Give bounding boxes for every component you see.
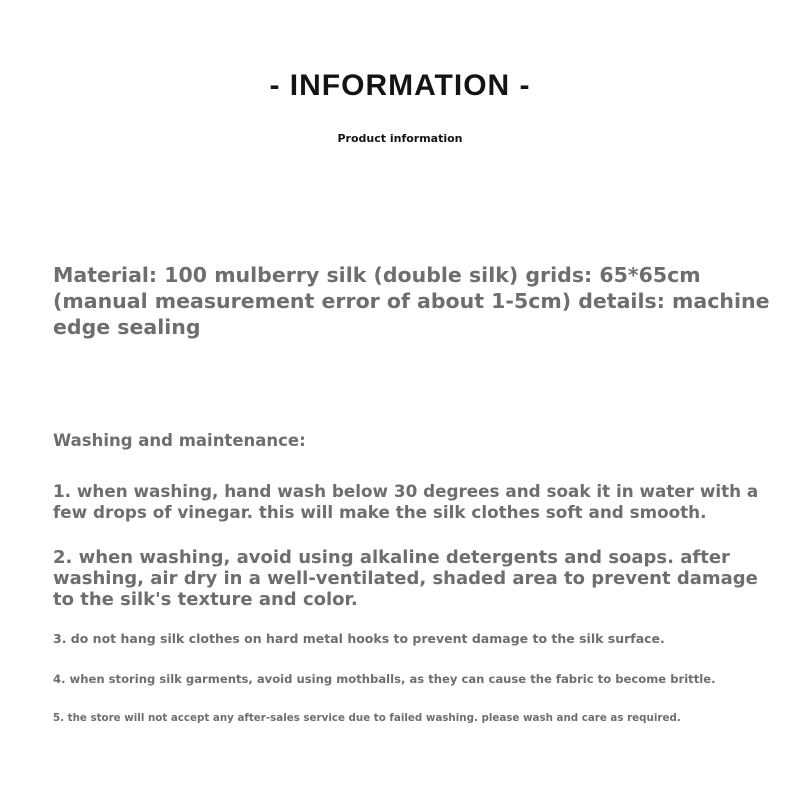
washing-instruction-3: 3. do not hang silk clothes on hard metal hooks to prevent damage to the silk surface. (53, 631, 665, 646)
washing-instruction-2: 2. when washing, avoid using alkaline detergents and soaps. after washing, air dry in a well-ventilated, shaded area to prevent damage to the silk's texture and color. (53, 547, 758, 610)
material-details: Material: 100 mulberry silk (double silk) grids: 65*65cm (manual measurement error of about 1-5cm) details: machine edge sealing (53, 263, 770, 339)
washing-instruction-1: 1. when washing, hand wash below 30 degrees and soak it in water with a few drops of vinegar. this will make the silk clothes soft and smooth. (53, 481, 759, 522)
washing-instruction-4: 4. when storing silk garments, avoid using mothballs, as they can cause the fabric to become brittle. (53, 672, 716, 686)
washing-instruction-5: 5. the store will not accept any after-sales service due to failed washing. please wash and care as required. (53, 712, 681, 724)
washing-heading: Washing and maintenance: (53, 431, 306, 450)
page-subtitle: Product information (337, 132, 463, 145)
page-title: - INFORMATION - (269, 69, 531, 102)
